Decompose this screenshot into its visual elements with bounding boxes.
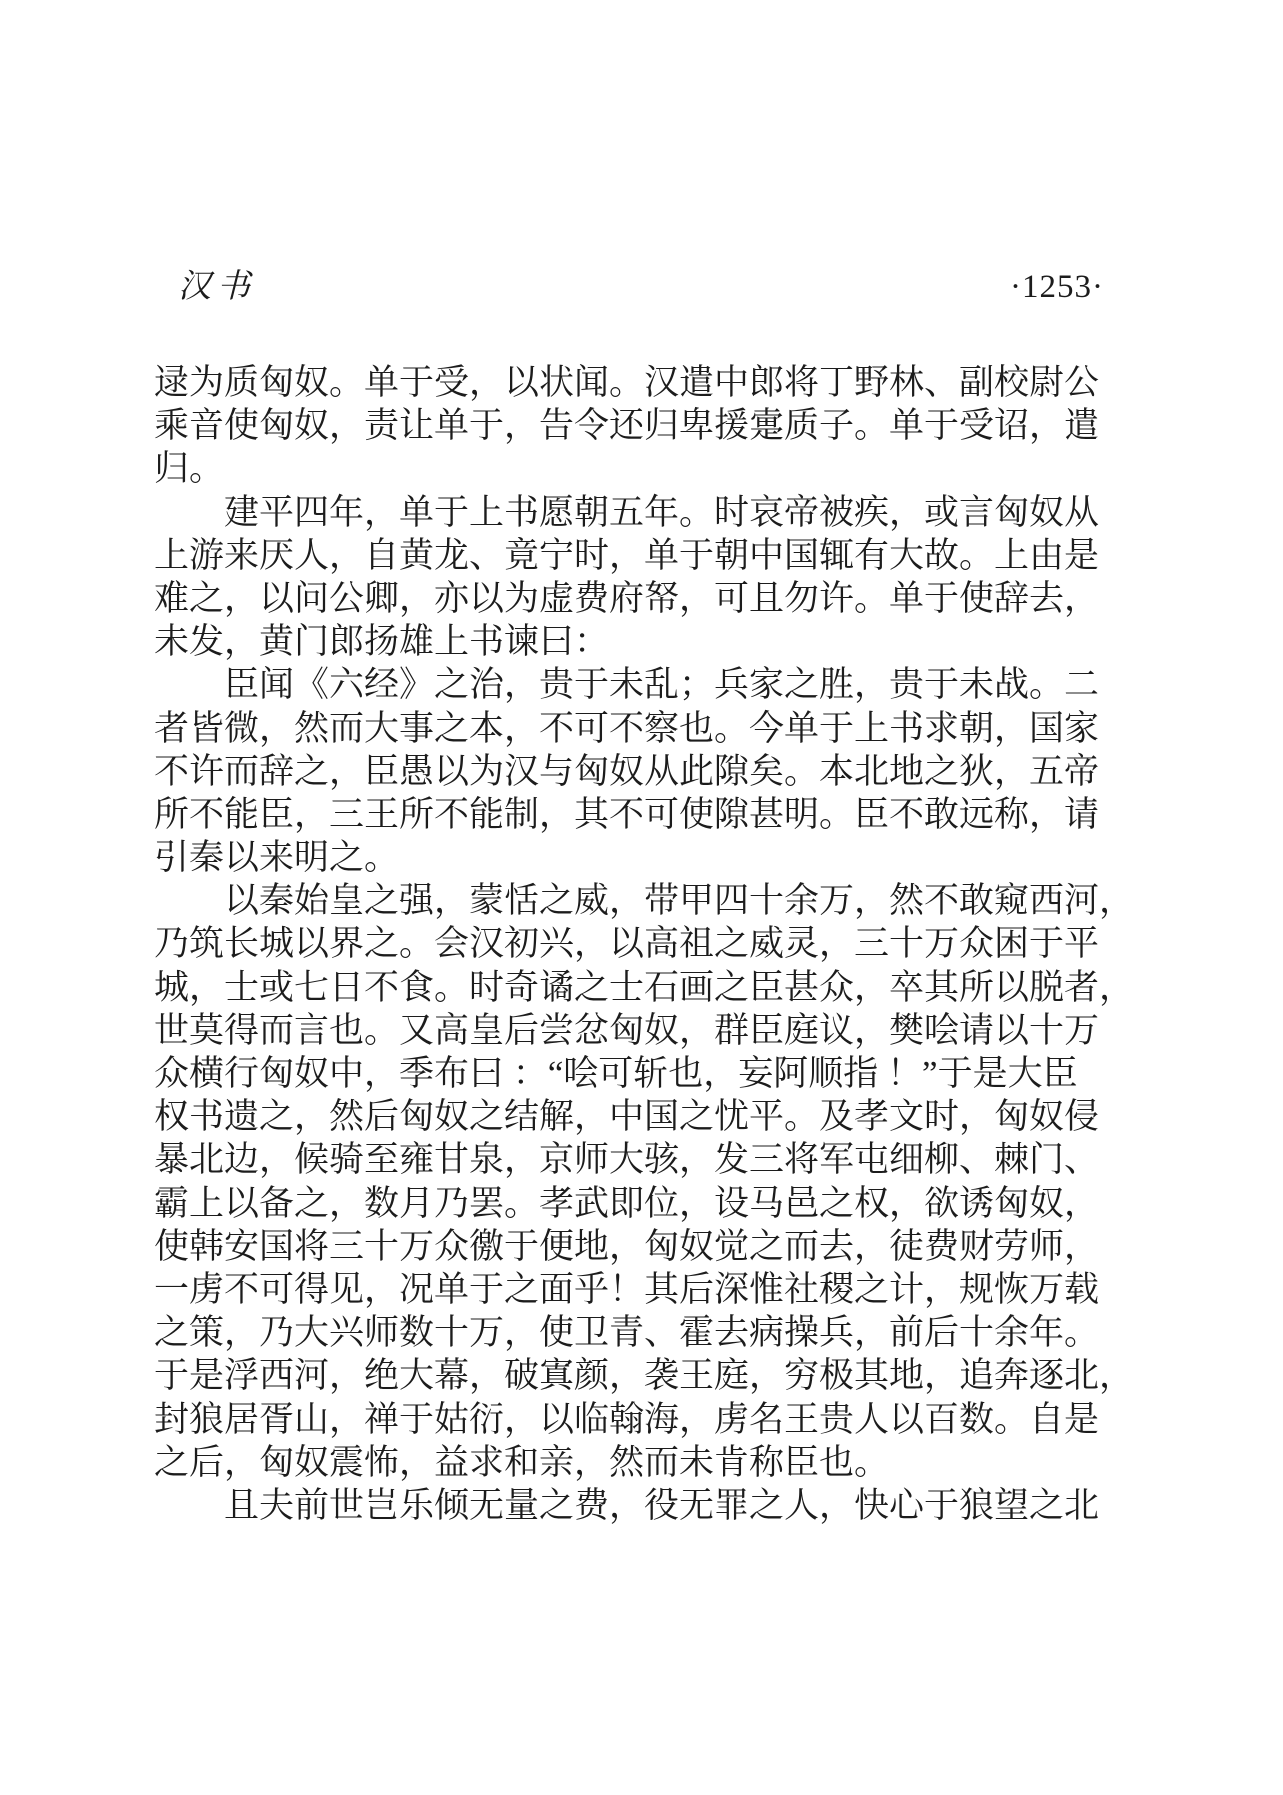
text-line: 霸上以备之，数月乃罢。孝武即位，设马邑之权，欲诱匈奴， <box>154 1183 1100 1223</box>
text-line: 封狼居胥山，禅于姑衍，以临翰海，虏名王贵人以百数。自是 <box>154 1399 1100 1439</box>
text-line: 未发，黄门郎扬雄上书谏曰： <box>154 622 610 662</box>
page-number: ·1253· <box>1010 269 1104 305</box>
text-line: 乘音使匈奴，责让单于，告令还归卑援疐质子。单于受诏，遣 <box>154 406 1100 446</box>
text-line: 使韩安国将三十万众徼于便地，匈奴觉之而去，徒费财劳师， <box>154 1226 1100 1266</box>
text-line: 归。 <box>154 449 225 489</box>
text-line: 城，士或七日不食。时奇谲之士石画之臣甚众，卒其所以脱者， <box>154 967 1135 1007</box>
text-line: 逯为质匈奴。单于受，以状闻。汉遣中郎将丁野林、副校尉公 <box>154 363 1100 402</box>
text-line: 之后，匈奴震怖，益求和亲，然而未肯称臣也。 <box>154 1442 890 1482</box>
text-line: 臣闻《六经》之治，贵于未乱；兵家之胜，贵于未战。二 <box>154 665 1100 705</box>
text-line: 众横行匈奴中，季布曰 ：“哙可斩也，妄阿顺指 ！”于是大臣 <box>154 1054 1078 1093</box>
text-line: 建平四年，单于上书愿朝五年。时哀帝被疾，或言匈奴从 <box>154 492 1100 532</box>
text-line: 世莫得而言也。又高皇后尝忿匈奴，群臣庭议，樊哙请以十万 <box>154 1010 1100 1050</box>
text-line: 权书遗之，然后匈奴之结解，中国之忧平。及孝文时，匈奴侵 <box>154 1097 1100 1137</box>
text-line: 不许而辞之，臣愚以为汉与匈奴从此隙矣。本北地之狄，五帝 <box>154 751 1100 791</box>
body-text <box>154 361 1135 1527</box>
text-line: 者皆微，然而大事之本，不可不察也。今单于上书求朝，国家 <box>154 708 1100 748</box>
text-line: 以秦始皇之强，蒙恬之威，带甲四十余万，然不敢窥西河， <box>154 881 1135 921</box>
text-line: 上游来厌人，自黄龙、竟宁时，单于朝中国辄有大故。上由是 <box>154 535 1100 575</box>
text-line: 所不能臣，三王所不能制，其不可使隙甚明。臣不敢远称，请 <box>154 794 1100 834</box>
text-line: 且夫前世岂乐倾无量之费，役无罪之人，快心于狼望之北 <box>154 1485 1100 1525</box>
text-line: 于是浮西河，绝大幕，破寘颜，袭王庭，穷极其地，追奔逐北， <box>154 1356 1135 1396</box>
text-line: 之策，乃大兴师数十万，使卫青、霍去病操兵，前后十余年。 <box>154 1313 1100 1353</box>
book-title: 汉书 <box>178 269 256 305</box>
text-line: 难之，以问公卿，亦以为虚费府帑，可且勿许。单于使辞去， <box>154 578 1100 618</box>
text-line: 一虏不可得见，况单于之面乎！其后深惟社稷之计，规恢万载 <box>154 1269 1100 1309</box>
text-line: 乃筑长城以界之。会汉初兴，以高祖之威灵，三十万众困于平 <box>154 924 1100 964</box>
page-header <box>154 268 1104 308</box>
text-line: 暴北边，候骑至雍甘泉，京师大骇，发三将军屯细柳、棘门、 <box>154 1140 1100 1180</box>
text-line: 引秦以来明之。 <box>154 838 400 878</box>
